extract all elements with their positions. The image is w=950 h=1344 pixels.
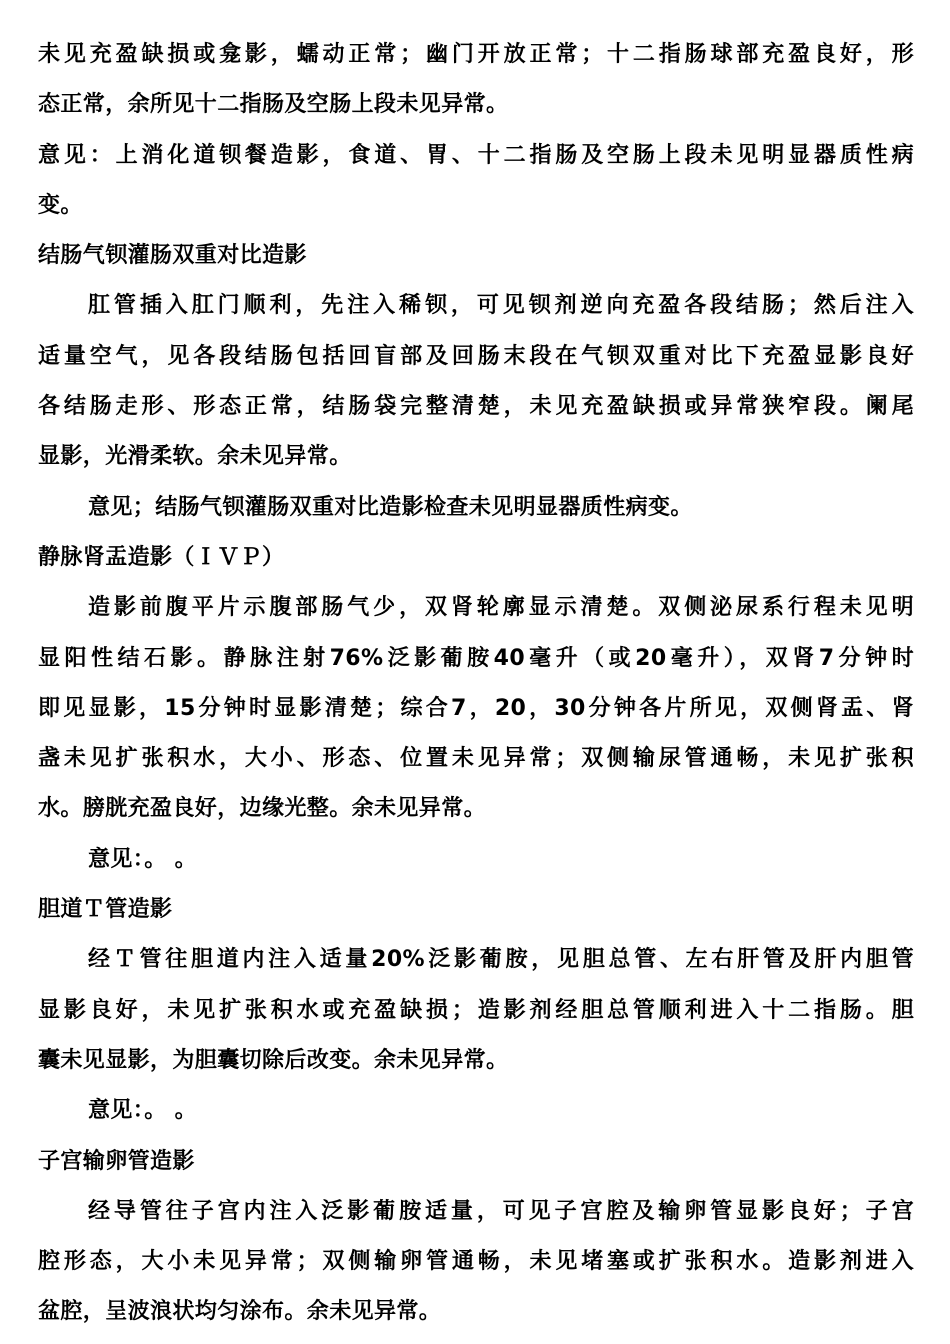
text-line: 腔形态，大小未见异常；双侧输卵管通畅，未见堵塞或扩张积水。造影剂进入 bbox=[38, 1249, 914, 1275]
text-line: 意见：。 。 bbox=[88, 846, 198, 872]
text-line: 各结肠走形、形态正常，结肠袋完整清楚，未见充盈缺损或异常狭窄段。阑尾 bbox=[38, 394, 914, 420]
text-line: 态正常，余所见十二指肠及空肠上段未见异常。 bbox=[38, 92, 509, 118]
text-line: 意见：上消化道钡餐造影，食道、胃、十二指肠及空肠上段未见明显器质性病 bbox=[38, 142, 914, 168]
text-line: 经Ｔ管往胆道内注入适量20%泛影葡胺，见胆总管、左右肝管及肝内胆管 bbox=[88, 947, 914, 973]
text-line: 经导管往子宫内注入泛影葡胺适量，可见子宫腔及输卵管显影良好；子宫 bbox=[88, 1198, 914, 1224]
text-line: 变。 bbox=[38, 192, 83, 218]
text-line: 子宫输卵管造影 bbox=[38, 1148, 195, 1174]
text-line: 静脉肾盂造影（ＩＶＰ） bbox=[38, 544, 285, 570]
text-line: 未见充盈缺损或龛影，蠕动正常；幽门开放正常；十二指肠球部充盈良好，形 bbox=[38, 42, 914, 67]
text-line: 盆腔，呈波浪状均匀涂布。余未见异常。 bbox=[38, 1299, 442, 1325]
text-line: 造影前腹平片示腹部肠气少，双肾轮廓显示清楚。双侧泌尿系行程未见明 bbox=[88, 595, 914, 621]
text-line: 水。膀胱充盈良好，边缘光整。余未见异常。 bbox=[38, 796, 487, 822]
text-line: 意见：。 。 bbox=[88, 1098, 198, 1124]
text-line: 显影良好，未见扩张积水或充盈缺损；造影剂经胆总管顺利进入十二指肠。胆 bbox=[38, 997, 914, 1023]
document-page bbox=[38, 30, 914, 1338]
text-line: 意见；结肠气钡灌肠双重对比造影检查未见明显器质性病变。 bbox=[88, 494, 693, 520]
text-line: 肛管插入肛门顺利，先注入稀钡，可见钡剂逆向充盈各段结肠；然后注入 bbox=[88, 293, 914, 319]
text-line: 即见显影，15分钟时显影清楚；综合7，20，30分钟各片所见，双侧肾盂、肾 bbox=[38, 695, 914, 721]
text-line: 囊未见显影，为胆囊切除后改变。余未见异常。 bbox=[38, 1047, 509, 1073]
text-line: 胆道Ｔ管造影 bbox=[38, 897, 173, 923]
text-line: 盏未见扩张积水，大小、形态、位置未见异常；双侧输尿管通畅，未见扩张积 bbox=[38, 746, 914, 772]
text-line: 显阳性结石影。静脉注射76%泛影葡胺40毫升（或20毫升），双肾7分钟时 bbox=[38, 645, 914, 671]
text-line: 显影，光滑柔软。余未见异常。 bbox=[38, 444, 352, 470]
text-line: 结肠气钡灌肠双重对比造影 bbox=[38, 243, 307, 269]
text-line: 适量空气，见各段结肠包括回盲部及回肠末段在气钡双重对比下充盈显影良好 bbox=[38, 343, 914, 369]
